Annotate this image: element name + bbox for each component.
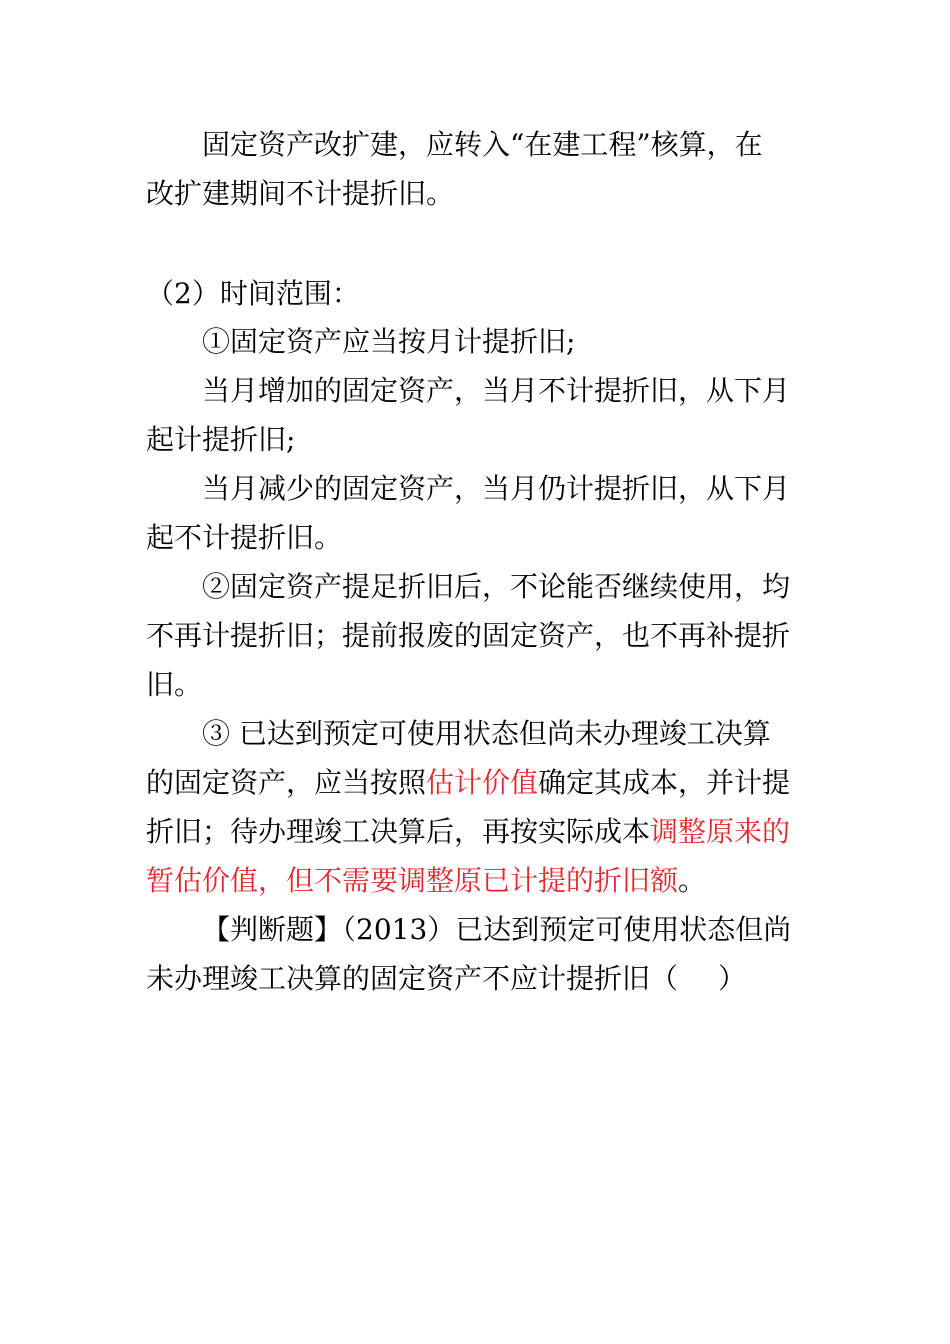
item3-line-3-text-a: 折旧；待办理竣工决算后，再按实际成本 [146, 815, 651, 848]
intro-line-1: 固定资产改扩建，应转入“在建工程”核算，在 [202, 128, 763, 161]
question-line-1: 【判断题】（2013）已达到预定可使用状态但尚 [202, 913, 792, 946]
item1-line-3: 起计提折旧; [146, 423, 296, 456]
item3-line-4-comma: ， [258, 864, 287, 897]
item2-line-3: 旧。 [146, 668, 203, 701]
question-line-2-text: 未办理竣工决算的固定资产不应计提折旧（ [146, 962, 679, 995]
item3-line-3 [146, 815, 811, 849]
item3-line-2-text-c: 确定其成本，并计提 [538, 766, 791, 799]
question-line-2 [146, 962, 811, 996]
item2-line-2: 不再计提折旧；提前报废的固定资产，也不再补提折 [146, 619, 791, 652]
question-close-paren: ） [718, 962, 747, 995]
intro-line-2: 改扩建期间不计提折旧。 [146, 177, 455, 210]
section-heading: （2）时间范围： [146, 277, 360, 310]
item3-line-2 [146, 766, 811, 800]
item1-line-1: ①固定资产应当按月计提折旧; [202, 325, 576, 358]
adjust-original-highlight: 调整原来的 [650, 815, 791, 848]
item1-line-2: 当月增加的固定资产，当月不计提折旧，从下月 [202, 374, 791, 407]
item3-line-4-period: 。 [678, 864, 707, 897]
item1-line-4: 当月减少的固定资产，当月仍计提折旧，从下月 [202, 472, 791, 505]
item1-line-5: 起不计提折旧。 [146, 521, 343, 554]
item2-line-1: ②固定资产提足折旧后，不论能否继续使用，均 [202, 570, 791, 603]
item3-line-4 [146, 864, 811, 898]
estimated-value-highlight: 估计价值 [426, 766, 539, 799]
item3-line-1: ③ 已达到预定可使用状态但尚未办理竣工决算 [202, 717, 771, 750]
item3-line-2-text-a: 的固定资产，应当按照 [146, 766, 427, 799]
no-adjustment-highlight: 但不需要调整原已计提的折旧额 [286, 864, 679, 897]
provisional-value-highlight: 暂估价值 [146, 864, 259, 897]
